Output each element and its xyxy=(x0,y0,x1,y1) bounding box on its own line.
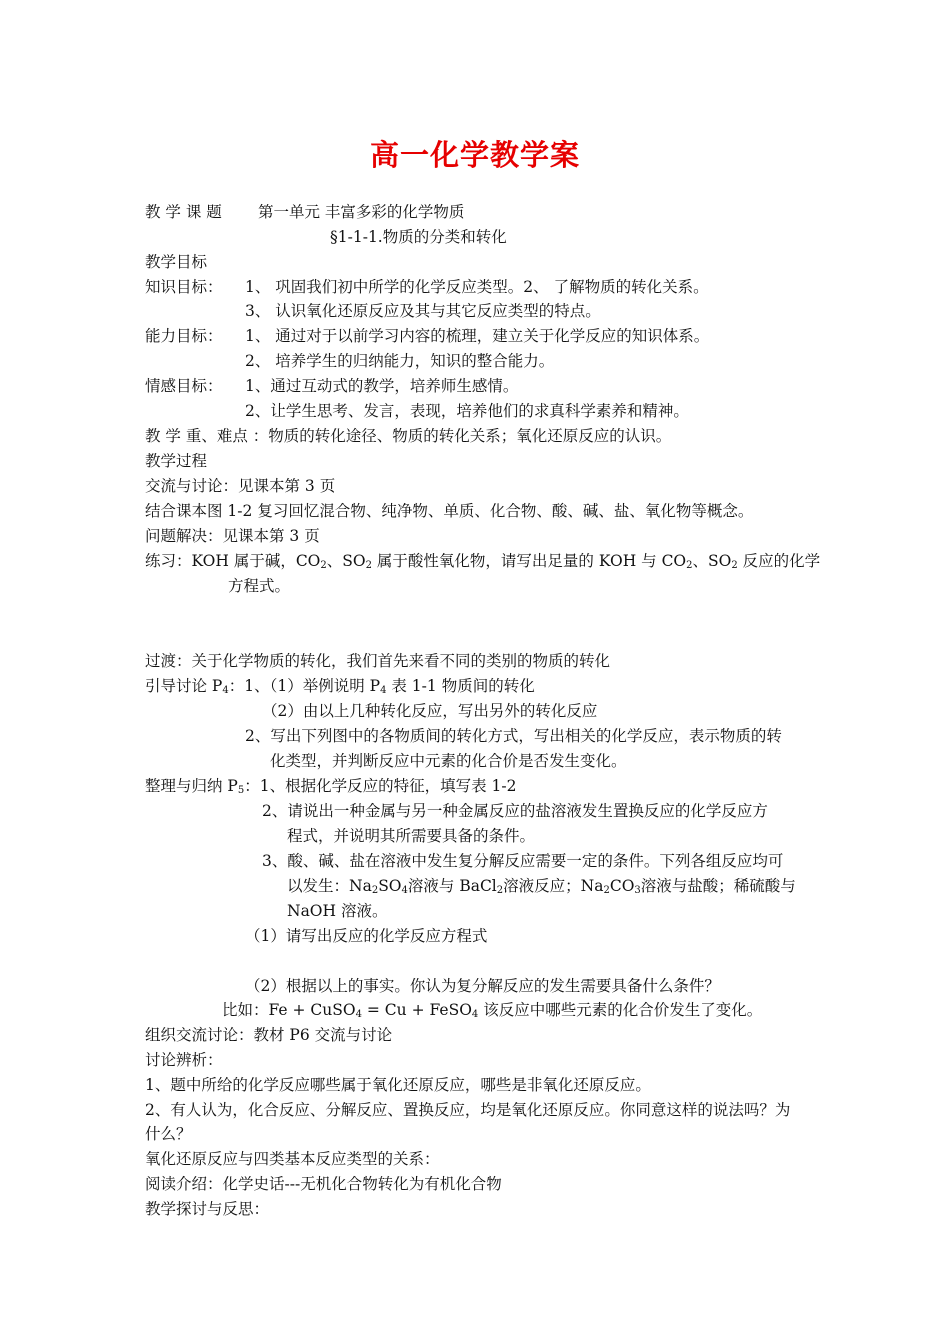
exercise-line xyxy=(145,551,820,571)
guide-text-a: 引导讨论 P xyxy=(145,677,223,695)
analysis-item-2: 2、有人认为，化合反应、分解反应、置换反应，均是氧化还原反应。你同意这样的说法吗？为 xyxy=(145,1101,791,1119)
example-text-c: 该反应中哪些元素的化合价发生了变化。 xyxy=(478,1001,763,1019)
summary-item-2: 2、请说出一种金属与另一种金属反应的盐溶液发生置换反应的化学反应方 xyxy=(262,802,768,820)
ability-label: 能力目标： xyxy=(145,327,223,345)
analysis-heading: 讨论辨析： xyxy=(145,1051,223,1069)
subscript: 2 xyxy=(496,885,504,896)
reaction-text-c: 溶液与 BaCl xyxy=(407,877,497,895)
emotion-goal-2: 2、让学生思考、发言，表现，培养他们的求真科学素养和精神。 xyxy=(245,402,689,420)
guide-item-3: 2、写出下列图中的各物质间的转化方式，写出相关的化学反应，表示物质的转 xyxy=(245,727,782,745)
subscript: 4 xyxy=(471,1009,479,1020)
exercise-continuation: 方程式。 xyxy=(228,577,291,595)
reaction-text-b: SO xyxy=(378,877,402,895)
review-concepts: 结合课本图 1-2 复习回忆混合物、纯净物、单质、化合物、酸、碱、盐、氧化物等概念。 xyxy=(145,502,754,520)
example-equation xyxy=(222,1000,762,1020)
guide-item-2: （2）由以上几种转化反应，写出另外的转化反应 xyxy=(262,702,598,720)
summary-item-2-continuation: 程式，并说明其所需要具备的条件。 xyxy=(287,827,536,845)
ability-goal-2: 2、 培养学生的归纳能力，知识的整合能力。 xyxy=(245,352,555,370)
reaction-text-d: 溶液反应；Na xyxy=(503,877,604,895)
question-1: （1）请写出反应的化学反应方程式 xyxy=(245,927,488,945)
subscript: 2 xyxy=(365,560,372,571)
problem-solving: 问题解决：见课本第 3 页 xyxy=(145,527,320,545)
organize-discussion: 组织交流讨论：教材 P6 交流与讨论 xyxy=(145,1026,393,1044)
summary-text-a: 整理与归纳 P xyxy=(145,777,238,795)
exercise-text-b: 、SO xyxy=(326,552,366,570)
emotion-goal-1: 1、通过互动式的教学，培养师生感情。 xyxy=(245,377,519,395)
knowledge-goal-1: 1、 巩固我们初中所学的化学反应类型。2、 了解物质的转化关系。 xyxy=(245,278,709,296)
subscript: 4 xyxy=(355,1009,362,1020)
subscript: 2 xyxy=(686,560,693,571)
subscript: 3 xyxy=(634,885,641,896)
analysis-item-1: 1、题中所给的化学反应哪些属于氧化还原反应，哪些是非氧化还原反应。 xyxy=(145,1076,651,1094)
subscript: 4 xyxy=(222,685,229,696)
summary-item-3-continuation xyxy=(287,876,796,896)
relation-heading: 氧化还原反应与四类基本反应类型的关系： xyxy=(145,1150,440,1168)
goals-heading: 教学目标 xyxy=(145,253,208,271)
ability-goal-1: 1、 通过对于以前学习内容的梳理，建立关于化学反应的知识体系。 xyxy=(245,327,710,345)
guide-item-3-continuation: 化类型，并判断反应中元素的化合价是否发生变化。 xyxy=(270,752,627,770)
guide-discussion xyxy=(145,676,535,696)
example-text-a: 比如：Fe + CuSO xyxy=(222,1001,356,1019)
exercise-text-c: 属于酸性氧化物，请写出足量的 KOH 与 CO xyxy=(371,552,687,570)
exercise-text-e: 反应的化学 xyxy=(737,552,821,570)
key-points: 教 学 重、难点 ：物质的转化途径、物质的转化关系；氧化还原反应的认识。 xyxy=(145,427,672,445)
summary-line xyxy=(145,776,517,796)
lesson-section: §1-1-1.物质的分类和转化 xyxy=(330,228,507,246)
emotion-label: 情感目标： xyxy=(145,377,223,395)
analysis-item-2-continuation: 什么？ xyxy=(145,1125,192,1143)
reaction-text-e: CO xyxy=(609,877,635,895)
subscript: 5 xyxy=(237,785,245,796)
knowledge-label: 知识目标： xyxy=(145,278,223,296)
guide-text-b: ：1、（1）举例说明 P xyxy=(228,677,381,695)
lesson-topic-label: 教 学 课 题 xyxy=(145,203,222,221)
lesson-topic: 第一单元 丰富多彩的化学物质 xyxy=(258,203,465,221)
subscript: 2 xyxy=(603,885,610,896)
reading-intro: 阅读介绍：化学史话---无机化合物转化为有机化合物 xyxy=(145,1175,502,1193)
reflection-heading: 教学探讨与反思： xyxy=(145,1200,270,1218)
subscript: 2 xyxy=(320,560,327,571)
transition: 过渡：关于化学物质的转化，我们首先来看不同的类别的物质的转化 xyxy=(145,652,611,670)
subscript: 2 xyxy=(371,885,379,896)
exchange-discussion: 交流与讨论：见课本第 3 页 xyxy=(145,477,336,495)
document-title: 高一化学教学案 xyxy=(369,138,580,172)
summary-item-3-end: NaOH 溶液。 xyxy=(287,902,388,920)
knowledge-goal-3: 3、 认识氧化还原反应及其与其它反应类型的特点。 xyxy=(245,302,601,320)
example-text-b: = Cu + FeSO xyxy=(361,1001,472,1019)
exercise-text-a: 练习：KOH 属于碱，CO xyxy=(145,552,321,570)
exercise-text-d: 、SO xyxy=(692,552,732,570)
summary-text-b: ：1、根据化学反应的特征，填写表 1-2 xyxy=(244,777,517,795)
summary-item-3: 3、酸、碱、盐在溶液中发生复分解反应需要一定的条件。下列各组反应均可 xyxy=(262,852,784,870)
subscript: 4 xyxy=(380,685,387,696)
guide-text-c: 表 1-1 物质间的转化 xyxy=(386,677,535,695)
subscript: 4 xyxy=(401,885,408,896)
reaction-text-a: 以发生：Na xyxy=(287,877,372,895)
question-2: （2）根据以上的事实。你认为复分解反应的发生需要具备什么条件？ xyxy=(245,977,720,995)
process-heading: 教学过程 xyxy=(145,452,208,470)
reaction-text-f: 溶液与盐酸；稀硫酸与 xyxy=(640,877,796,895)
subscript: 2 xyxy=(731,560,738,571)
